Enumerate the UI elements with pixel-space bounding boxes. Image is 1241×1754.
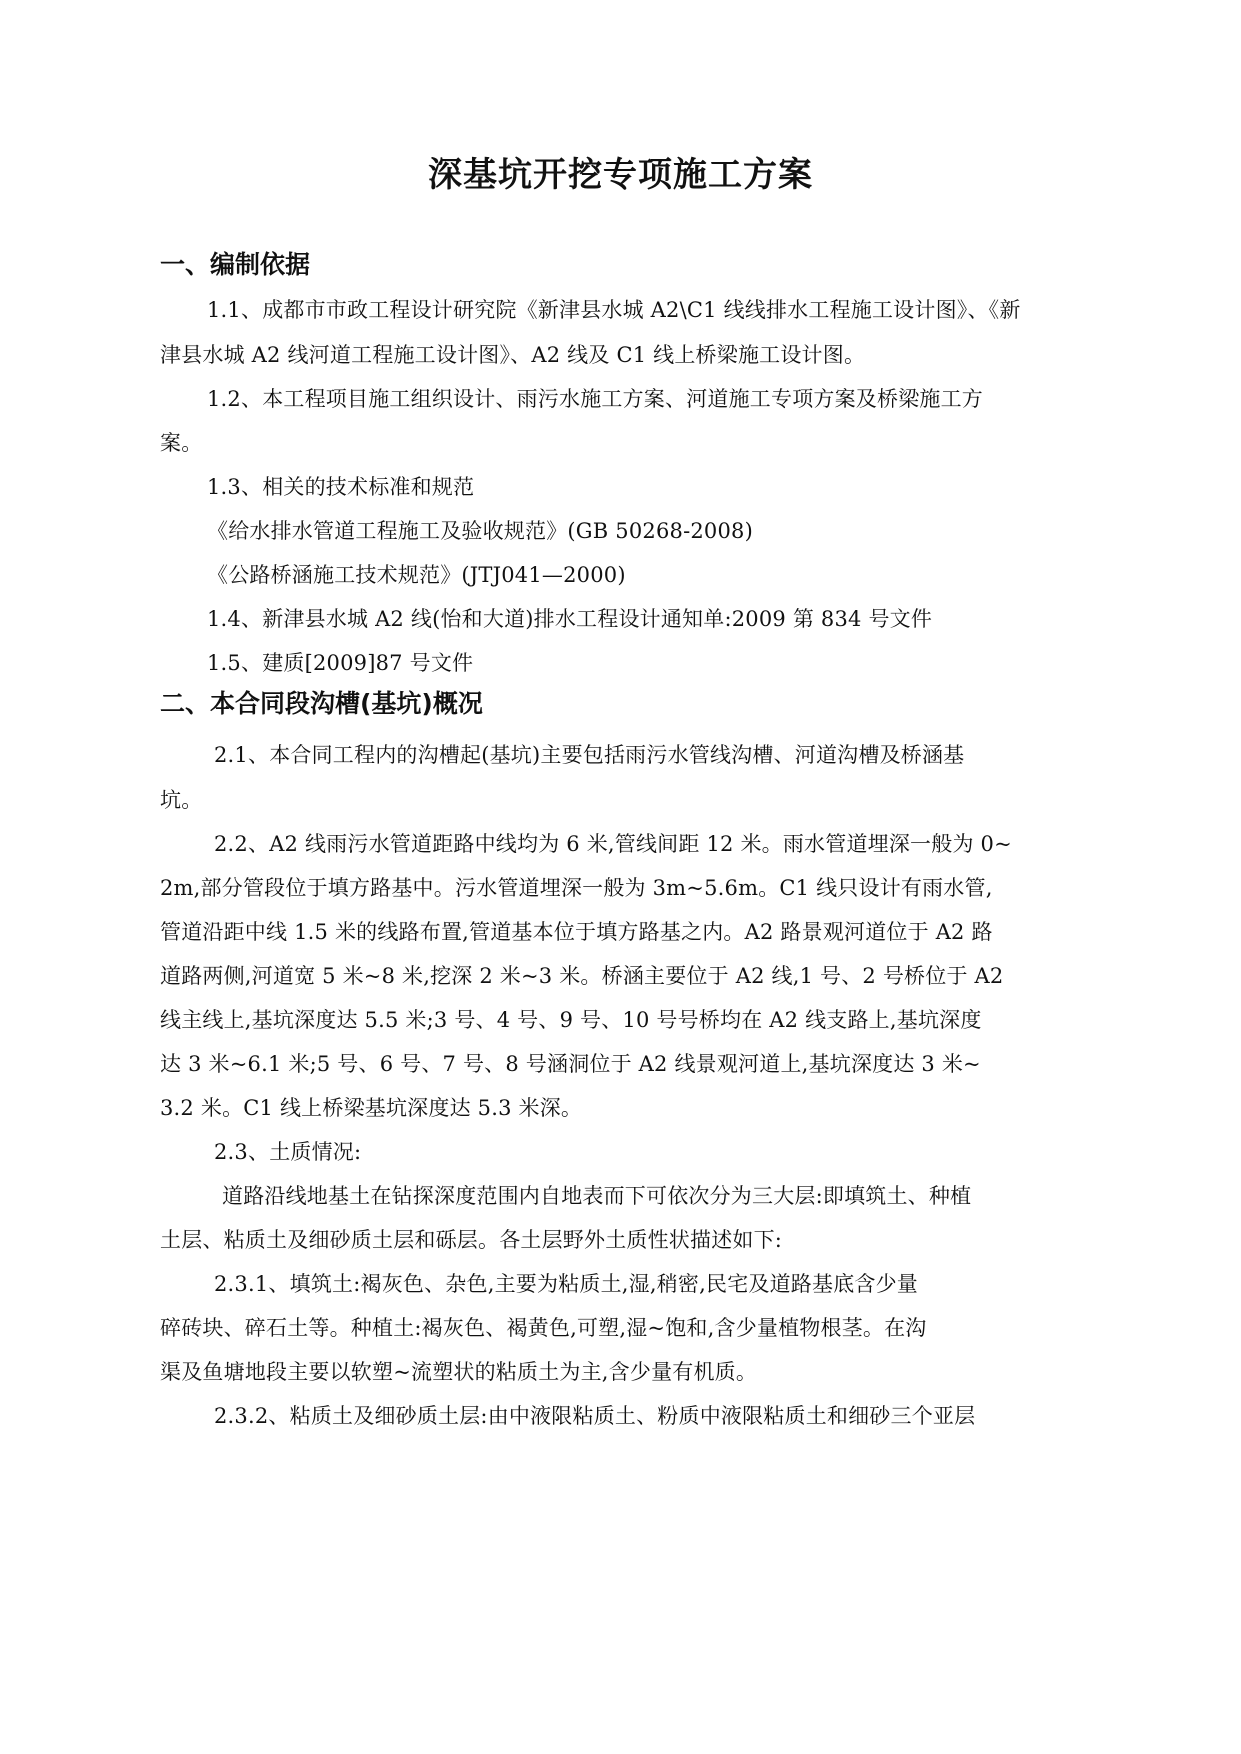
paragraph-line: 2.2、A2 线雨污水管道距路中线均为 6 米,管线间距 12 米。雨水管道埋深一般为 0~	[214, 832, 1012, 856]
paragraph-line: 1.3、相关的技术标准和规范	[207, 475, 475, 499]
document-title: 深基坑开挖专项施工方案	[428, 155, 813, 195]
standard-reference: 《公路桥涵施工技术规范》(JTJ041—2000)	[207, 563, 626, 587]
section-heading-basis: 一、编制依据	[160, 250, 311, 279]
paragraph-line: 津县水城 A2 线河道工程施工设计图》、A2 线及 C1 线上桥梁施工设计图。	[160, 343, 866, 367]
paragraph-line: 2.3.1、填筑土:褐灰色、杂色,主要为粘质土,湿,稍密,民宅及道路基底含少量	[214, 1272, 919, 1296]
paragraph-line: 碎砖块、碎石土等。种植土:褐灰色、褐黄色,可塑,湿~饱和,含少量植物根茎。在沟	[160, 1316, 927, 1340]
paragraph-line: 道路两侧,河道宽 5 米~8 米,挖深 2 米~3 米。桥涵主要位于 A2 线,1 号、2 号桥位于 A2	[160, 964, 1004, 988]
paragraph-line: 1.5、建质[2009]87 号文件	[207, 651, 474, 675]
paragraph-line: 达 3 米~6.1 米;5 号、6 号、7 号、8 号涵洞位于 A2 线景观河道上,基坑深度达 3 米~	[160, 1052, 981, 1076]
paragraph-line: 渠及鱼塘地段主要以软塑~流塑状的粘质土为主,含少量有机质。	[160, 1360, 758, 1384]
paragraph-line: 1.4、新津县水城 A2 线(怡和大道)排水工程设计通知单:2009 第 834 号文件	[207, 607, 933, 631]
paragraph-line: 2.3.2、粘质土及细砂质土层:由中液限粘质土、粉质中液限粘质土和细砂三个亚层	[214, 1404, 976, 1428]
paragraph-line: 案。	[160, 431, 203, 455]
standard-reference: 《给水排水管道工程施工及验收规范》(GB 50268-2008)	[207, 519, 754, 543]
paragraph-line: 坑。	[160, 788, 203, 812]
paragraph-line: 2.3、土质情况:	[214, 1140, 362, 1164]
paragraph-line: 道路沿线地基土在钻探深度范围内自地表而下可依次分为三大层:即填筑土、种植	[222, 1184, 972, 1208]
paragraph-line: 管道沿距中线 1.5 米的线路布置,管道基本位于填方路基之内。A2 路景观河道位于 A2 路	[160, 920, 993, 944]
paragraph-line: 3.2 米。C1 线上桥梁基坑深度达 5.3 米深。	[160, 1096, 583, 1120]
paragraph-line: 2.1、本合同工程内的沟槽起(基坑)主要包括雨污水管线沟槽、河道沟槽及桥涵基	[214, 743, 965, 767]
paragraph-line: 2m,部分管段位于填方路基中。污水管道埋深一般为 3m~5.6m。C1 线只设计有雨水管,	[160, 876, 993, 900]
paragraph-line: 土层、粘质土及细砂质土层和砾层。各土层野外土质性状描述如下:	[160, 1228, 783, 1252]
paragraph-line: 1.2、本工程项目施工组织设计、雨污水施工方案、河道施工专项方案及桥梁施工方	[207, 387, 983, 411]
section-heading-overview: 二、本合同段沟槽(基坑)概况	[160, 689, 483, 718]
paragraph-line: 线主线上,基坑深度达 5.5 米;3 号、4 号、9 号、10 号号桥均在 A2 线支路上,基坑深度	[160, 1008, 982, 1032]
paragraph-line: 1.1、成都市市政工程设计研究院《新津县水城 A2\C1 线线排水工程施工设计图》、《新	[207, 298, 1021, 322]
